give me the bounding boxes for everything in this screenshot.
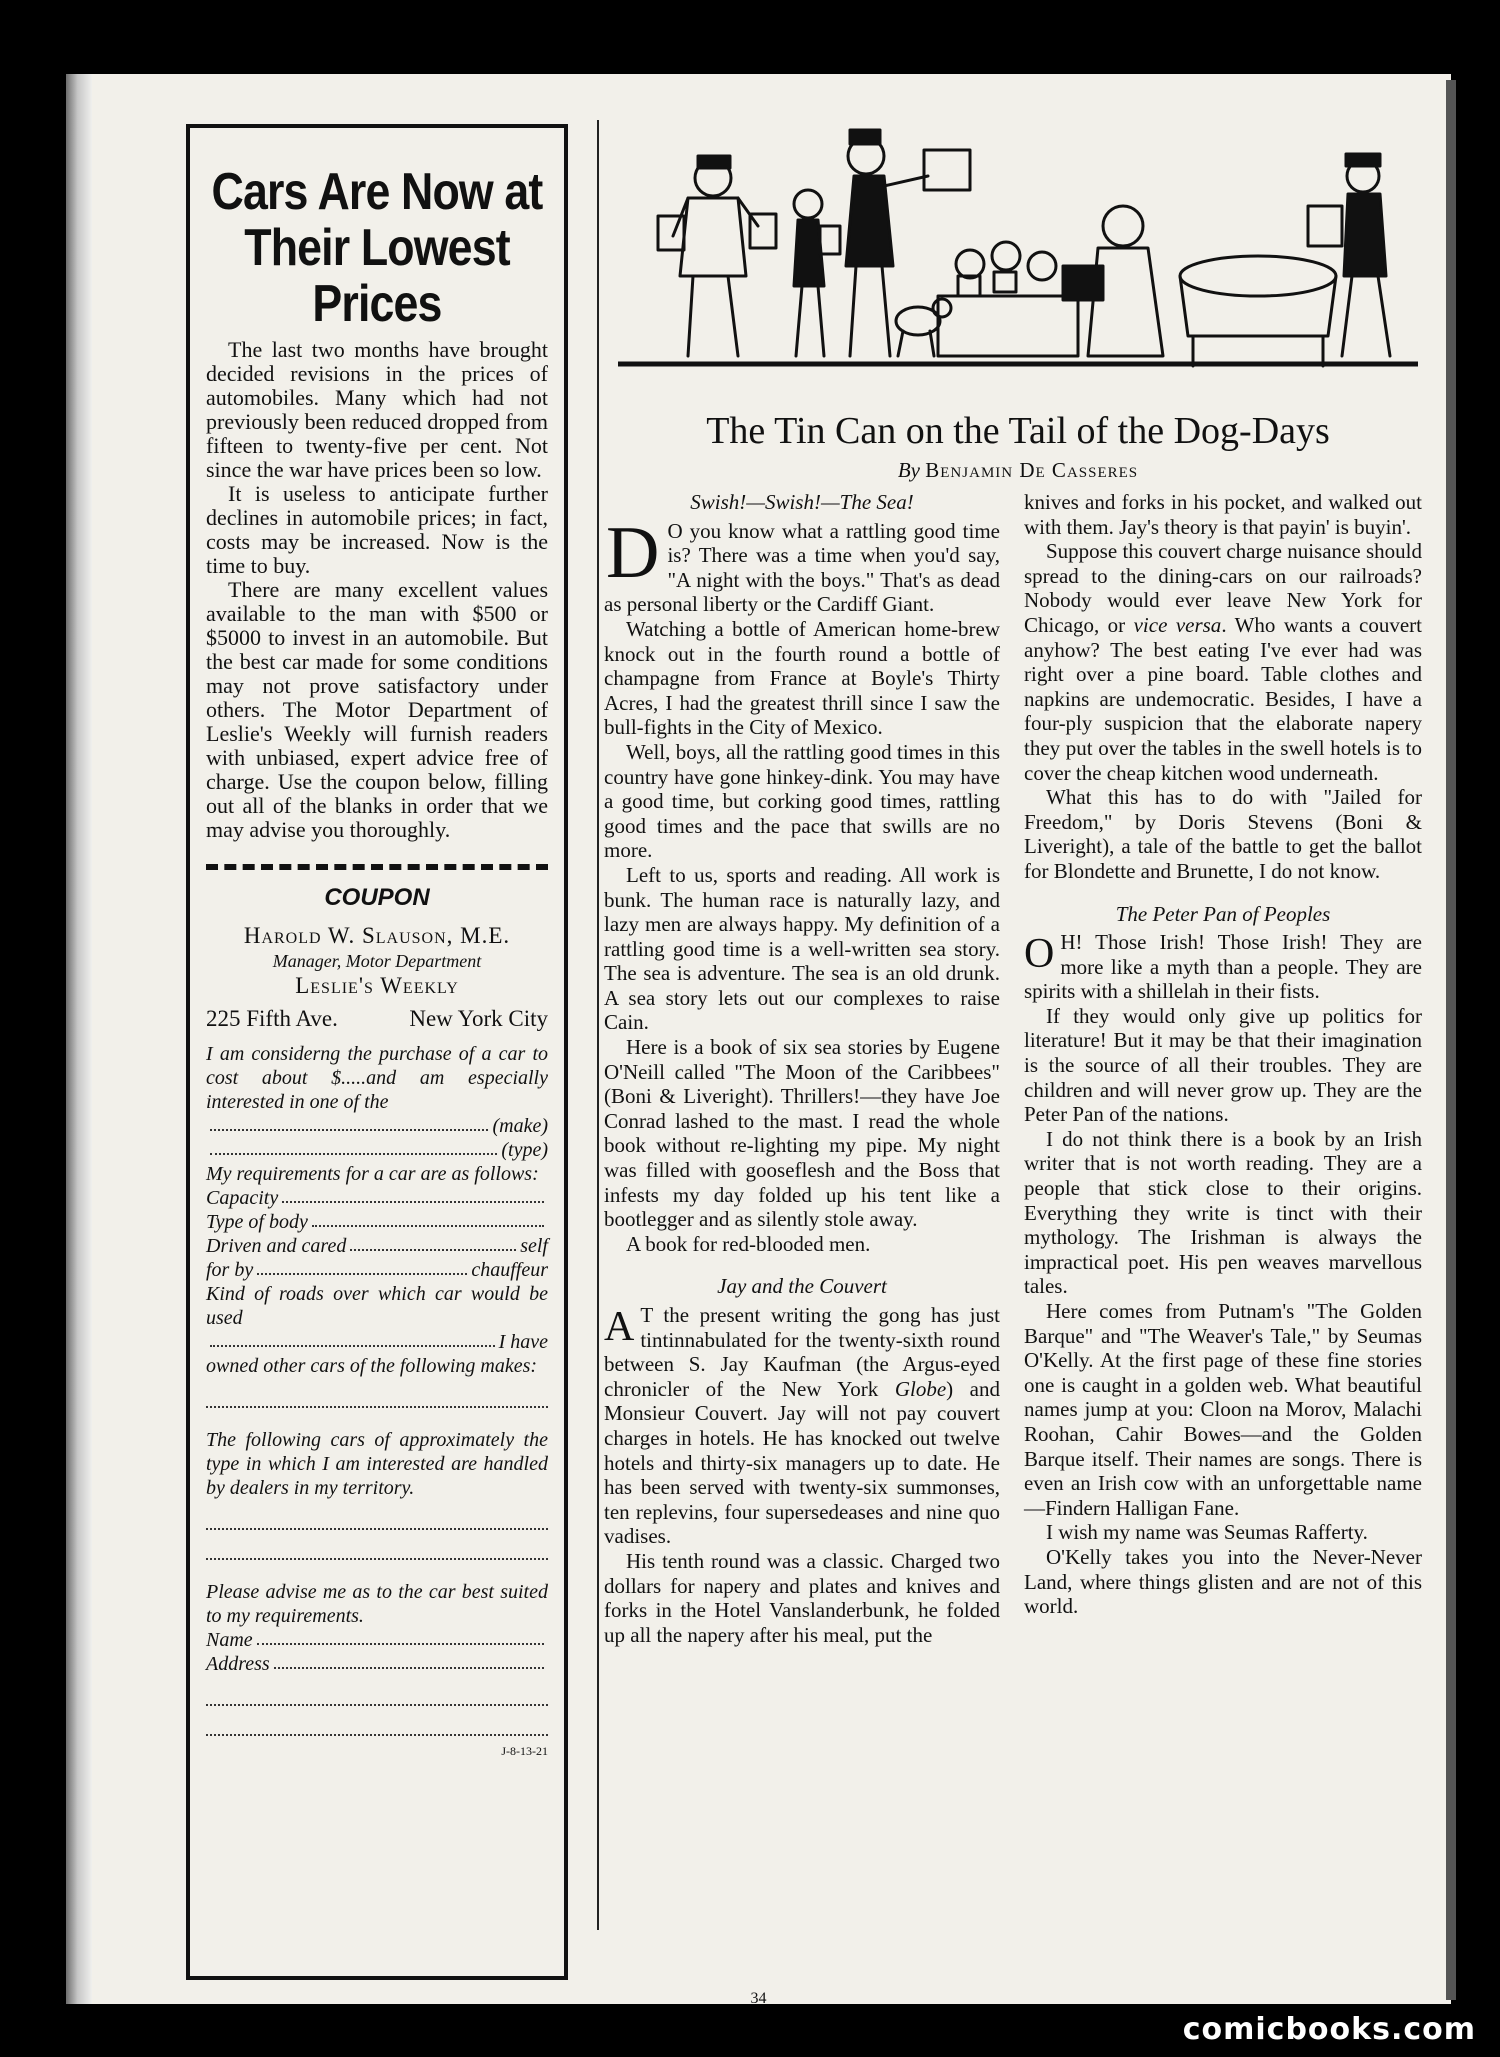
coupon-title: COUPON <box>324 884 430 911</box>
drop-cap: A <box>604 1304 635 1350</box>
page-edge <box>1446 80 1456 2000</box>
article-paragraph: I do not think there is a book by an Irish writer that is not worth reading. They are a people that stick close to their origins. Everything they write is tinct with their mythology. The Irishman is always the impractical poet. His pen weaves marvellous tales. <box>1024 1126 1422 1299</box>
advise-label: Please advise me as to the car best suited to my requirements. <box>206 1581 548 1627</box>
article-paragraph: Here comes from Putnam's "The Golden Barque" and "The Weaver's Tale," by Seumas O'Kelly. At the first page of these fine stories one is caught in a golden web. What beautiful names jump at you: Cloon na Morov, Malachi Roohan, Cahir Bowes—and the Golden Barque itself. Their names are songs. There is even an Irish cow with an unforgettable name—Findern Halligan Fane. <box>1024 1299 1422 1520</box>
article-paragraph: Well, boys, all the rattling good times in this country have gone hinkey-dink. You may have a good time, but corking good times, rattling good times and the pace that swills are no more. <box>604 739 1000 863</box>
article-paragraph: His tenth round was a classic. Charged two dollars for napery and plates and knives and forks in the Hotel Vanslanderbunk, he folded up all the napery after his meal, put the <box>604 1548 1000 1647</box>
article-column-2 <box>1024 490 1422 1619</box>
page-number: 34 <box>750 1990 767 2007</box>
capacity-field[interactable]: Capacity <box>206 1186 548 1210</box>
coupon-purchase-line: I am considerng the purchase of a car to cost about $.....and am especially interested in one of the <box>206 1043 548 1113</box>
article-paragraph: Suppose this couvert charge nuisance should spread to the dining-cars on our railroads? Nobody would ever leave New York for Chicago, or vice versa. Who wants a couvert anyhow? The best eating I've ever had was right over a pine board. Table clothes and napkins are undemocratic. Besides, I have a four-ply suspicion that the elaborate napery they put over the tables in the swell hotels is to cover the cheap kitchen wood underneath. <box>1024 539 1422 785</box>
automobile-ad-box <box>186 124 568 1980</box>
article-paragraph: What this has to do with "Jailed for Freedom," by Doris Stevens (Boni & Liveright), a tale of the battle to get the ballot for Blondette and Brunette, I do not know. <box>1024 785 1422 883</box>
drop-cap: D <box>606 511 660 594</box>
coupon-contact-role: Manager, Motor Department <box>272 951 482 971</box>
article-column-1 <box>604 490 1000 1647</box>
coupon-form[interactable] <box>206 1042 548 1736</box>
article-paragraph: Here is a book of six sea stories by Eugene O'Neill called "The Moon of the Caribbees" (Boni & Liveright). Thrillers!—they have Joe Conrad lashed to the mast. I read the whole book without re-lighting my pipe. My night was filled with gooseflesh and the Boss that infests my day folded up his tent like a bootlegger and as silently stole away. <box>604 1035 1000 1232</box>
dealers-label: The following cars of approximately the type in which I am interested are handled by dealers in my territory. <box>206 1429 548 1499</box>
ad-paragraph: It is useless to anticipate further declines in automobile prices; in fact, costs may be increased. Now is the time to buy. <box>206 481 548 578</box>
coupon-contact-name: Harold W. Slauson, M.E. <box>243 923 511 948</box>
article-paragraph: O H! Those Irish! Those Irish! They are more like a myth than a people. They are spirits with a shillelah in their fists. <box>1024 930 1422 1004</box>
article-paragraph: I wish my name was Seumas Rafferty. <box>1046 1520 1368 1545</box>
article-byline: By Benjamin De Casseres <box>897 458 1139 482</box>
driven-by-field[interactable]: Driven and cared self <box>206 1235 548 1257</box>
coupon-code: J-8-13-21 <box>501 1744 548 1758</box>
article-paragraph: Left to us, sports and reading. All work is bunk. The human race is naturally lazy, and lazy men are always happy. My definition of a rattling good time is a well-written sea story. The sea is adventure. The sea is an old drunk. A sea story lets out our complexes to raise Cain. <box>604 862 1000 1035</box>
article-title: The Tin Can on the Tail of the Dog-Days <box>706 410 1330 452</box>
author-name: Benjamin De Casseres <box>925 458 1139 482</box>
owned-label: owned other cars of the following makes: <box>206 1355 538 1377</box>
address-field-2[interactable] <box>206 1682 548 1706</box>
article-paragraph: A T the present writing the gong has just tintinnabulated for the twenty-sixth round between S. Jay Kaufman (the Argus-eyed chronicler of the New York Globe) and Monsieur Couvert. Jay will not pay couvert charges in hotels. He has knocked out twelve hotels and thirty-six managers up to date. He has been served with twenty-six summonses, ten replevins, four supersedeases and nine quo vadises. <box>604 1303 1000 1549</box>
ad-body <box>206 338 548 842</box>
site-watermark: comicbooks.com <box>1182 2012 1476 2047</box>
subheading: Jay and the Couvert <box>717 1274 887 1299</box>
coupon-cut-line <box>206 864 548 870</box>
ad-paragraph: The last two months have brought decided revisions in the prices of automobiles. Many which had not previously been reduced dropped from fifteen to twenty-five per cent. Not since the war have prices been so low. <box>206 337 548 482</box>
address-field-3[interactable] <box>206 1712 548 1736</box>
coupon-publication: Leslie's Weekly <box>295 973 459 998</box>
drop-cap: O <box>1024 931 1055 978</box>
subheading: Swish!—Swish!—The Sea! <box>690 490 914 514</box>
body-type-field[interactable]: Type of body <box>206 1210 548 1234</box>
roads-label: Kind of roads over which car would be used <box>206 1283 548 1329</box>
article-paragraph: O'Kelly takes you into the Never-Never Land, where things glisten and are not of this world. <box>1024 1544 1422 1619</box>
cartoon-illustration <box>618 116 1418 378</box>
ad-paragraph: There are many excellent values available to the man with $500 or $5000 to invest in an automobile. But the best car made for some conditions may not prove satisfactory under others. The Motor Department of Leslie's Weekly will furnish readers with unbiased, expert advice free of charge. Use the coupon below, filling out all of the blanks in order that we may advise you thoroughly. <box>206 577 548 842</box>
owned-cars-field[interactable] <box>206 1384 548 1408</box>
dealers-field[interactable] <box>206 1506 548 1530</box>
dealers-field-2[interactable] <box>206 1536 548 1560</box>
address-field[interactable]: Address <box>206 1652 548 1676</box>
article-paragraph: knives and forks in his pocket, and walked out with them. Jay's theory is that payin' is buyin'. <box>1024 490 1422 539</box>
requirements-label: My requirements for a car are as follows: <box>206 1163 539 1185</box>
make-field[interactable]: (make) <box>206 1114 548 1138</box>
article-paragraph: Watching a bottle of American home-brew knock out in the fourth round a bottle of champagne from France at Boyle's Thirty Acres, I had the greatest thrill since I saw the bull-fights in the City of Mexico. <box>604 616 1000 740</box>
article-paragraph: D O you know what a rattling good time is? There was a time when you'd say, "A night with the boys." That's as dead as personal liberty or the Cardiff Giant. <box>604 511 1000 617</box>
article-paragraph: If they would only give up politics for literature! But it may be that their imagination is the source of all their troubles. They are children and will never grow up. They are the Peter Pan of the nations. <box>1024 1003 1422 1127</box>
book-spine <box>66 74 92 2004</box>
column-divider <box>597 120 599 1930</box>
ad-headline: Cars Are Now at Their Lowest Prices <box>211 163 543 333</box>
type-field[interactable]: (type) <box>206 1138 548 1162</box>
coupon-address: 225 Fifth Ave. New York City <box>206 1006 548 1031</box>
driven-by-field-2[interactable]: for by chauffeur <box>206 1259 548 1281</box>
roads-field[interactable]: I have <box>206 1330 548 1354</box>
name-field[interactable]: Name <box>206 1628 548 1652</box>
subheading: The Peter Pan of Peoples <box>1115 901 1331 926</box>
article-paragraph: A book for red-blooded men. <box>626 1231 871 1256</box>
